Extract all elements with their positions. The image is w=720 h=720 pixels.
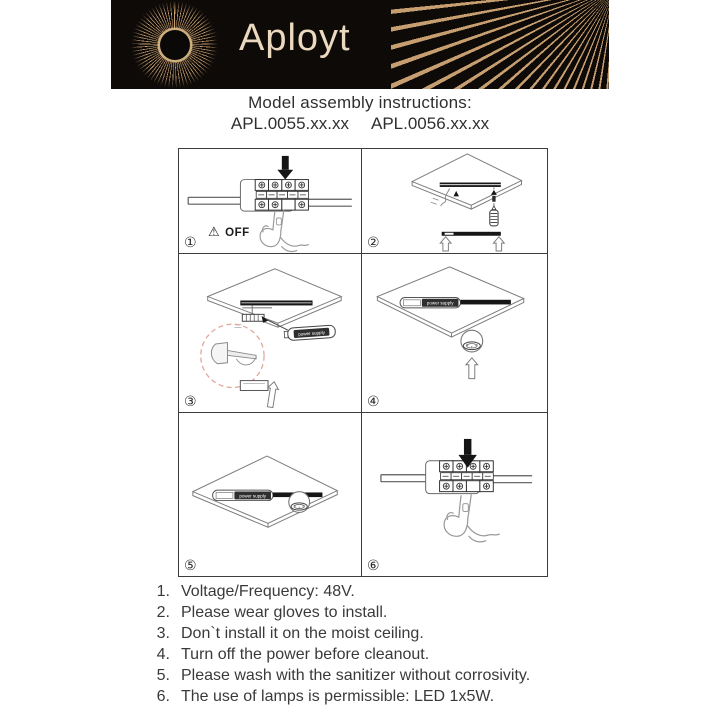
step-5-panel: [179, 413, 362, 576]
instruction-list: [150, 581, 530, 707]
instruction-number: 6.: [156, 688, 170, 705]
instruction-text: Please wash with the sanitizer without corrosivity.: [181, 667, 531, 684]
step-5-diagram: [179, 413, 361, 576]
brand-name: Aployt: [239, 17, 351, 59]
step-number-2: ②: [367, 234, 380, 251]
page-title: Model assembly instructions:: [248, 93, 472, 112]
lamp-head: [289, 491, 310, 512]
step-1-diagram: [179, 149, 361, 253]
lamp-head: [461, 330, 483, 352]
model-number-1: APL.0055.xx.xx: [230, 114, 349, 133]
off-text: OFF: [225, 226, 250, 239]
step-number-4: ④: [367, 393, 380, 410]
power-supply-label: power supply: [298, 329, 326, 337]
push-up-arrow-icon: [466, 357, 478, 378]
step-number-6: ⑥: [367, 558, 380, 574]
power-off-warning: [208, 225, 250, 240]
instruction-text: The use of lamps is permissible: LED 1x5W.: [181, 688, 495, 705]
mounting-bar: [440, 183, 501, 187]
instruction-item: [150, 602, 530, 623]
step-number-1: ①: [184, 234, 197, 251]
assembly-steps-grid: [178, 148, 548, 577]
heading-block: [0, 92, 720, 134]
step-6-panel: [362, 413, 547, 576]
brand-banner: [111, 0, 609, 89]
ceiling-panel: [208, 268, 342, 326]
model-number-2: APL.0056.xx.xx: [371, 114, 490, 133]
step-3-panel: [179, 254, 362, 413]
press-down-arrow-icon: [277, 156, 293, 180]
instruction-number: 4.: [156, 646, 170, 663]
warning-triangle-icon: ⚠: [208, 225, 221, 240]
step-number-5: ⑤: [184, 558, 197, 574]
step-6-diagram: [362, 413, 547, 576]
clip-part: [240, 380, 268, 390]
step-3-diagram: [179, 254, 361, 412]
instruction-number: 3.: [156, 625, 170, 642]
instruction-number: 2.: [156, 604, 170, 621]
step-4-panel: [362, 254, 547, 413]
hand-sketch: [444, 494, 499, 541]
instruction-item: [150, 686, 530, 707]
instruction-number: 1.: [156, 583, 170, 600]
instruction-text: Turn off the power before cleanout.: [181, 646, 430, 663]
step-2-diagram: [362, 149, 547, 253]
step-2-panel: [362, 149, 547, 254]
power-supply-label: power supply: [239, 493, 267, 499]
model-numbers: [0, 113, 720, 134]
instruction-text: Don`t install it on the moist ceiling.: [181, 625, 424, 642]
sunburst-logo-icon: [131, 1, 218, 88]
lamp-bar: [442, 232, 501, 236]
push-up-arrows-icon: [440, 237, 504, 251]
step-1-panel: [179, 149, 362, 254]
step-4-diagram: [362, 254, 547, 412]
power-supply-unit: [284, 324, 336, 340]
decorative-rays-icon: [391, 0, 609, 89]
instruction-item: [150, 644, 530, 665]
instruction-text: Please wear gloves to install.: [181, 604, 388, 621]
instruction-item: [150, 581, 530, 602]
step-number-3: ③: [184, 393, 197, 410]
detail-zoom-circle: [201, 324, 264, 387]
hand-sketch: [260, 210, 308, 251]
instruction-number: 5.: [156, 667, 170, 684]
instruction-text: Voltage/Frequency: 48V.: [181, 583, 355, 600]
instruction-item: [150, 665, 530, 686]
ceiling-panel: [412, 154, 521, 209]
terminal-block: [255, 180, 308, 211]
instruction-item: [150, 623, 530, 644]
power-supply-label: power supply: [426, 300, 454, 306]
